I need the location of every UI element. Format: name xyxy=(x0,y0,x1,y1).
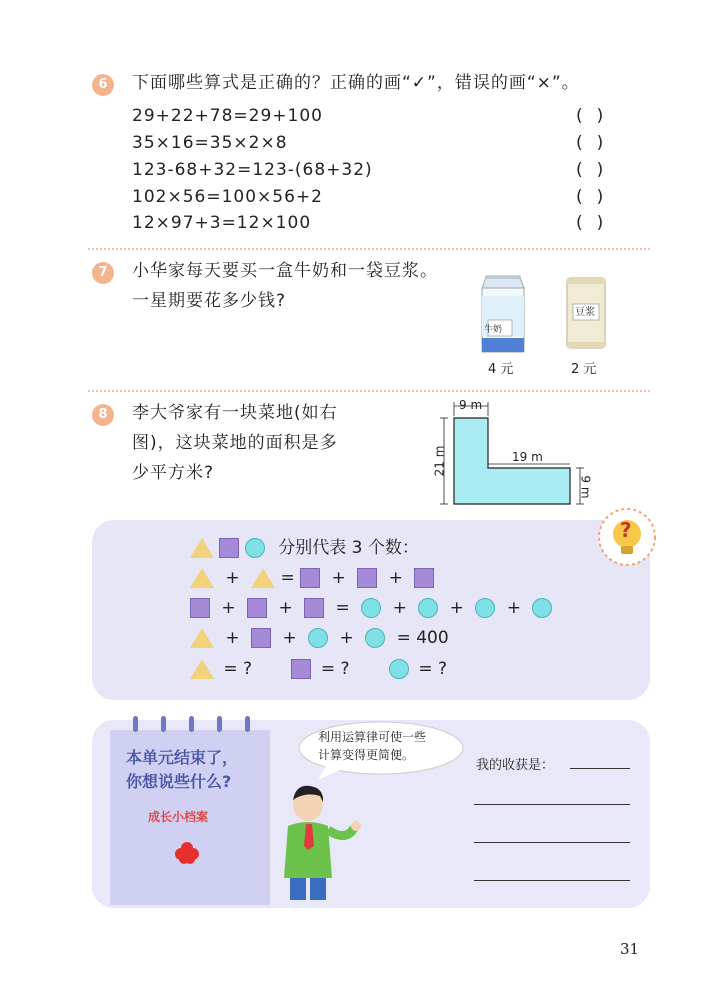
answer-paren-2[interactable]: () xyxy=(576,133,618,153)
puzzle-intro: 分别代表 3 个数： xyxy=(278,538,419,558)
question-7-line-1: 小华家每天要买一盒牛奶和一袋豆浆。 xyxy=(132,261,438,281)
square-shape xyxy=(414,568,434,588)
answer-paren-1[interactable]: () xyxy=(576,106,618,126)
answer-paren-4[interactable]: () xyxy=(576,187,618,207)
dimension-right: 9 m xyxy=(578,475,593,499)
notebook-ring xyxy=(245,716,250,732)
page-number: 31 xyxy=(620,940,640,958)
triangle-shape xyxy=(190,628,214,648)
milk-price: 4 元 xyxy=(488,362,514,377)
answer-paren-3[interactable]: () xyxy=(576,160,618,180)
triangle-shape xyxy=(190,659,214,679)
square-shape xyxy=(304,598,324,618)
triangle-shape xyxy=(190,538,214,558)
notebook-ring xyxy=(189,716,194,732)
speech-line-2: 计算变得更简便。 xyxy=(318,748,415,762)
puzzle-equation-2: + + = + + + xyxy=(190,596,552,620)
equation-4: 102×56=100×56+2 xyxy=(132,187,323,207)
puzzle-equation-1: + = + + xyxy=(190,566,434,590)
divider-1 xyxy=(88,248,650,250)
question-8-line-1: 李大爷家有一块菜地(如右 xyxy=(132,403,338,423)
question-6-text: 下面哪些算式是正确的？正确的画“✓”，错误的画“×”。 xyxy=(132,73,580,93)
square-unknown[interactable]: = ? xyxy=(320,659,350,679)
speech-line-1: 利用运算律可使一些 xyxy=(318,730,427,744)
answer-line-2[interactable] xyxy=(474,804,630,805)
question-8-line-2: 图)，这块菜地的面积是多 xyxy=(132,433,338,453)
equation-2: 35×16=35×2×8 xyxy=(132,133,288,153)
question-8-line-3: 少平方米? xyxy=(132,463,215,483)
hint-question-mark: ? xyxy=(620,518,632,542)
answer-line-1[interactable] xyxy=(570,768,630,769)
square-shape xyxy=(190,598,210,618)
summary-subtitle: 成长小档案 xyxy=(148,810,209,824)
question-6-number: 6 xyxy=(92,74,114,96)
dimension-left: 21 m xyxy=(432,445,447,477)
circle-shape xyxy=(308,628,328,648)
harvest-label: 我的收获是： xyxy=(476,758,555,773)
equation-1: 29+22+78=29+100 xyxy=(132,106,323,126)
summary-title-line-1: 本单元结束了， xyxy=(126,748,239,767)
circle-unknown[interactable]: = ? xyxy=(418,659,448,679)
circle-shape xyxy=(389,659,409,679)
question-7-number: 7 xyxy=(92,262,114,284)
square-shape xyxy=(219,538,239,558)
red-flower-icon xyxy=(174,840,200,866)
milk-carton-icon xyxy=(478,274,528,354)
divider-2 xyxy=(88,390,650,392)
square-shape xyxy=(357,568,377,588)
dimension-middle: 19 m xyxy=(512,450,543,464)
square-shape xyxy=(251,628,271,648)
square-shape xyxy=(300,568,320,588)
notebook-ring xyxy=(133,716,138,732)
soy-milk-price: 2 元 xyxy=(571,362,597,377)
triangle-unknown[interactable]: = ? xyxy=(223,659,253,679)
puzzle-unknowns-row xyxy=(190,657,447,681)
question-8-number: 8 xyxy=(92,404,114,426)
square-shape xyxy=(247,598,267,618)
answer-line-3[interactable] xyxy=(474,842,630,843)
dimension-top: 9 m xyxy=(459,398,483,412)
equation-3: 123-68+32=123-(68+32) xyxy=(132,160,373,180)
puzzle-equation-3: + + + = 400 xyxy=(190,626,449,650)
circle-shape xyxy=(475,598,495,618)
circle-shape xyxy=(245,538,265,558)
answer-line-4[interactable] xyxy=(474,880,630,881)
circle-shape xyxy=(361,598,381,618)
square-shape xyxy=(291,659,311,679)
puzzle-legend-row xyxy=(190,536,419,560)
summary-title-line-2: 你想说些什么? xyxy=(126,772,232,791)
boy-illustration xyxy=(268,782,368,902)
question-7-line-2: 一星期要花多少钱? xyxy=(132,291,287,311)
circle-shape xyxy=(418,598,438,618)
equation-5: 12×97+3=12×100 xyxy=(132,213,312,233)
circle-shape xyxy=(532,598,552,618)
notebook-ring xyxy=(161,716,166,732)
circle-shape xyxy=(365,628,385,648)
triangle-shape xyxy=(190,568,214,588)
notebook-ring xyxy=(217,716,222,732)
milk-label: 牛奶 xyxy=(484,325,503,335)
triangle-shape xyxy=(251,568,275,588)
soy-milk-label: 豆浆 xyxy=(575,307,595,318)
answer-paren-5[interactable]: () xyxy=(576,213,618,233)
